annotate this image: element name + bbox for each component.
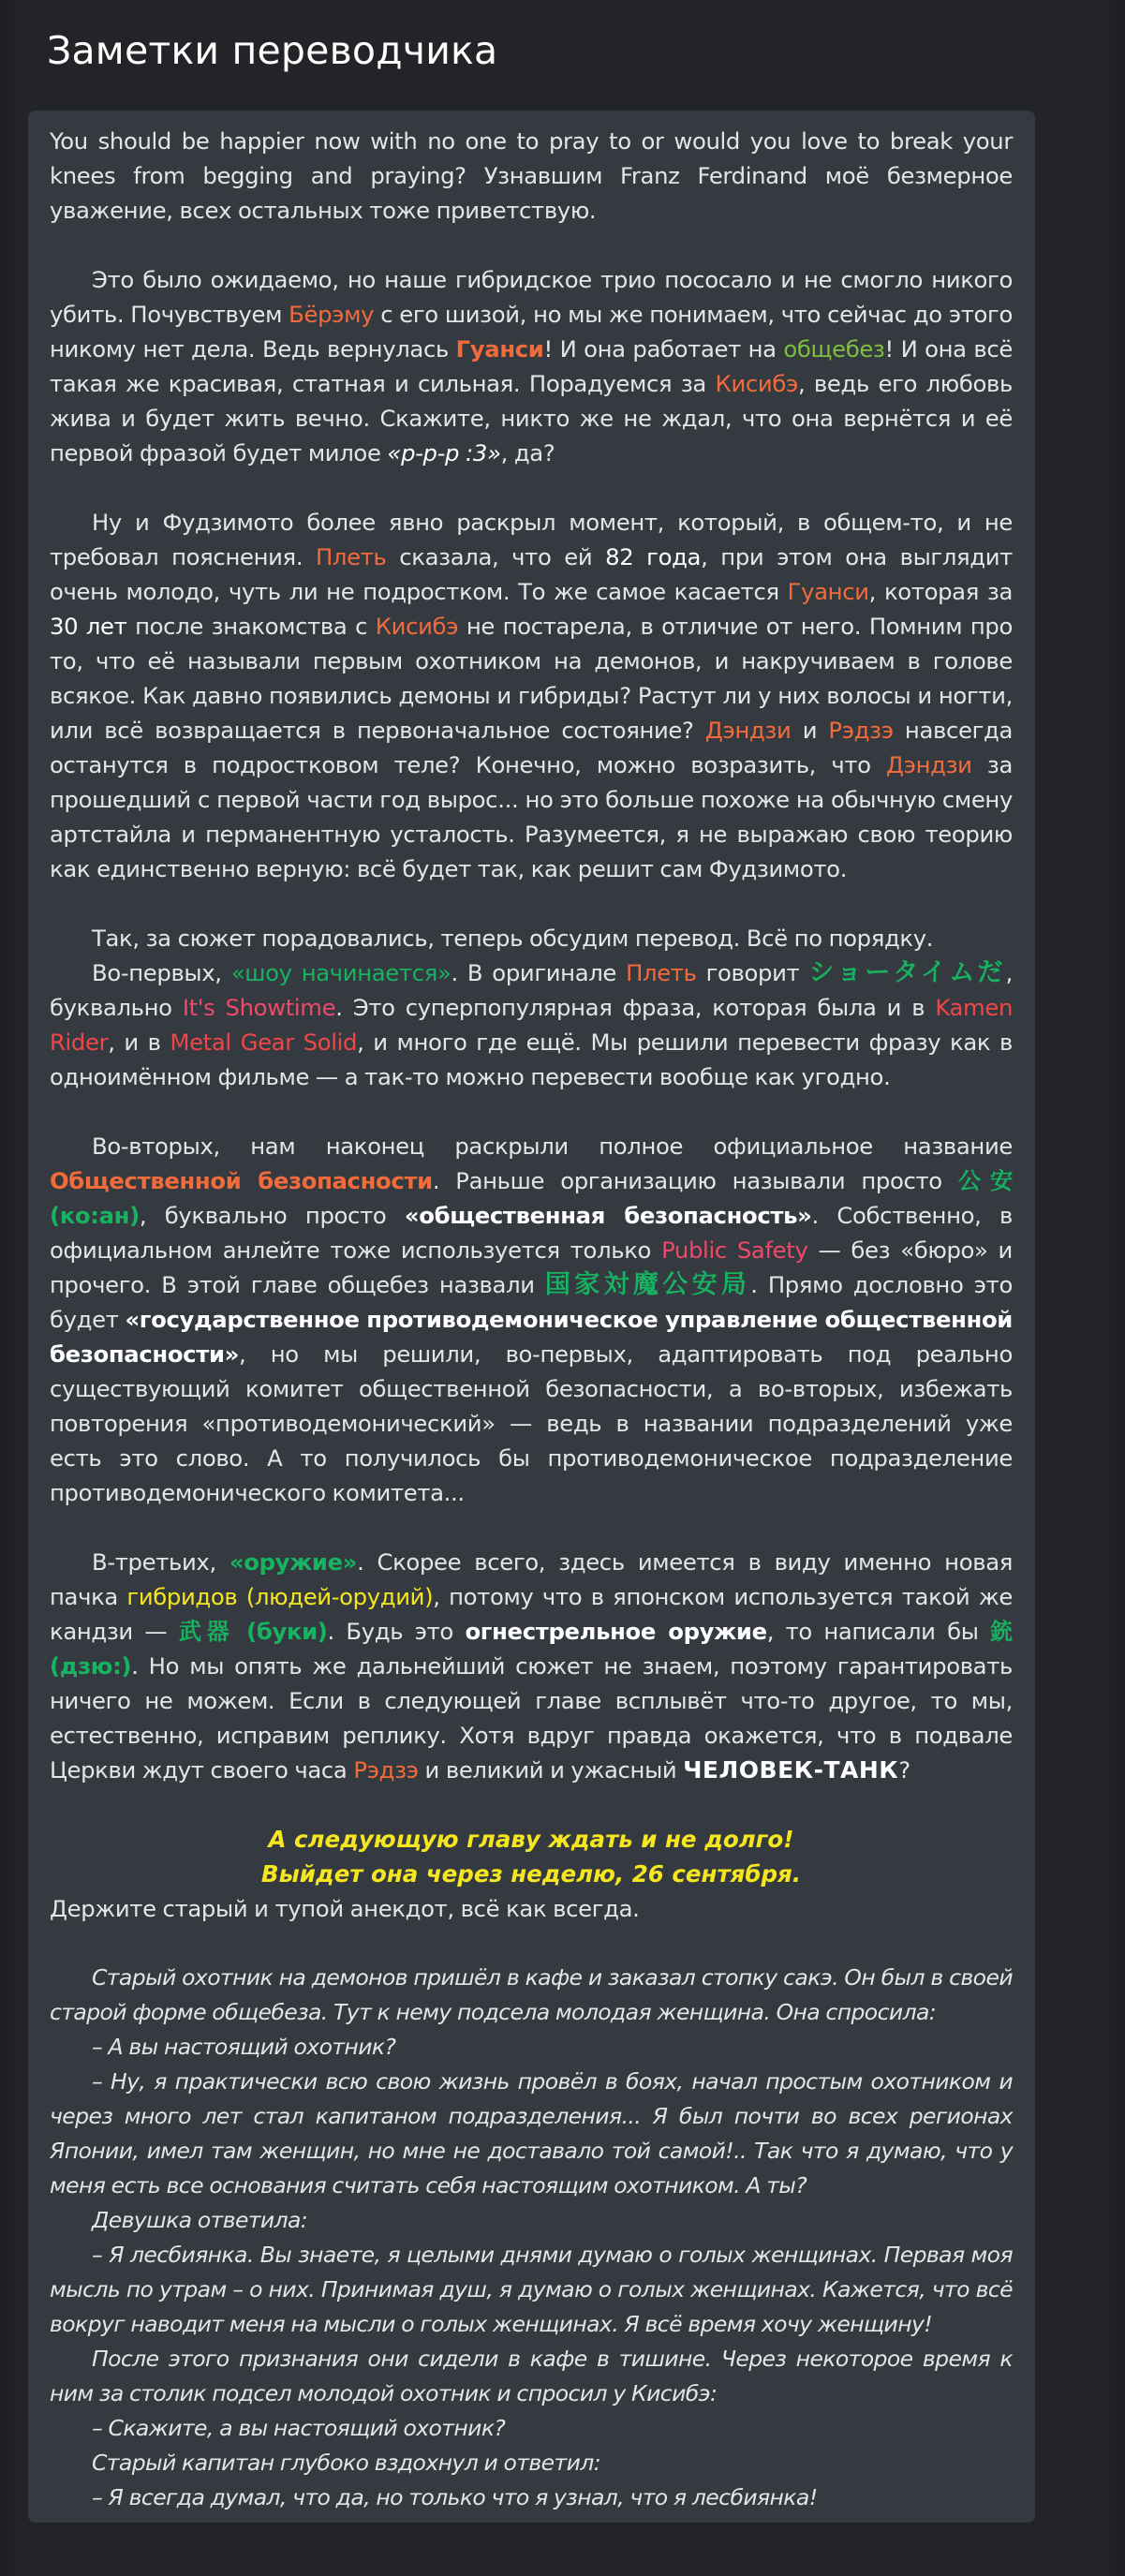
notes-card (28, 111, 1035, 2523)
paragraph-plot-reaction: Это было ожидаемо, но наше гибридское трио пососало и не смогло никого убить. Почувствуем Бёрэму с его шизой, но мы же понимаем, что сейчас до этого никому нет дела. Ведь вернулась Гуанси! И она работает на общебез! И она всё такая же красивая, статная и сильная. Порадуемся за Кисибэ, ведь его любовь жива и будет жить вечно. Скажите, никто же не ждал, что она вернётся и её первой фразой будет милое «р-р-р :3», да? (50, 266, 1013, 466)
paragraph-weapon: В-третьих, «оружие». Скорее всего, здесь имеется в виду именно новая пачка гибридов (людей-орудий), потому что в японском используется такой же кандзи — 武器 (буки). Будь это огнестрельное оружие, то написали бы 銃 (дзю:). Но мы опять же дальнейший сюжет не знаем, поэтому гарантировать ничего не можем. Если в следующей главе всплывёт что-то другое, то мы, естественно, исправим реплику. Хотя вдруг правда окажется, что в подвале Церкви ждут своего часа Рэдзэ и великий и ужасный ЧЕЛОВЕК-ТАНК? (50, 1548, 1013, 1784)
organization-name: общебез (783, 335, 885, 363)
character-name: Кисибэ (375, 613, 459, 640)
paragraph-public-safety: Во-вторых, нам наконец раскрыли полное официальное название Общественной безопасности. Раньше организацию называли просто 公安 (ко:ан), буквально просто «общественная безопасность». Собственно, в официальном анлейте тоже используется только Public Safety — без «бюро» и прочего. В этой главе общебез назвали 国家対魔公安局. Прямо дословно это будет «государственное противодемоническое управление общественной безопасности», но мы решили, во-первых, адаптировать под реально существующий комитет общественной безопасности, а во-вторых, избежать повторения «противодемонический» — ведь в названии подразделений уже есть это слово. А то получилось бы противодемоническое подразделение противодемонического комитета... (50, 1133, 1014, 1506)
character-name: Рэдзэ (353, 1756, 419, 1784)
joke-line: После этого признания они сидели в кафе в тишине. Через некоторое время к ним за столик подсел молодой охотник и спросил у Кисибэ: (50, 2346, 1013, 2406)
character-name: ЧЕЛОВЕК-ТАНК (683, 1756, 899, 1784)
character-name: Гуанси (787, 578, 869, 605)
reference-title: Metal Gear Solid (170, 1029, 358, 1056)
english-term: Public Safety (661, 1236, 808, 1264)
joke-line: – Я лесбиянка. Вы знаете, я целыми днями думаю о голых женщинах. Первая моя мысль по утрам – о них. Принимая душ, я думаю о голых женщинах. Кажется, что всё вокруг наводит меня на мысли о голых женщинах. Я всё время хочу женщину! (50, 2242, 1013, 2337)
joke-line: – Я всегда думал, что да, но только что я узнал, что я лесбиянка! (92, 2484, 818, 2510)
translation-term: «шоу начинается» (230, 959, 451, 986)
joke-block (50, 1961, 1013, 2515)
paragraph-theory: Ну и Фудзимото более явно раскрыл момент, который, в общем-то, и не требовал пояснения. Плеть сказала, что ей 82 года, при этом она выглядит очень молодо, чуть ли не подростком. То же самое касается Гуанси, которая за 30 лет после знакомства с Кисибэ не постарела, в отличие от него. Помним про то, что её называли первым охотником на демонов, и накручиваем в голове всякое. Как давно появились демоны и гибриды? Растут ли у них волосы и ногти, или всё возвращается в первоначальное состояние? Дэндзи и Рэдзэ навсегда останутся в подростковом теле? Конечно, можно возразить, что Дэндзи за прошедший с первой части год вырос... но это больше похоже на обычную смену артстайла и перманентную усталость. Разумеется, я не выражаю свою теорию как единственно верную: всё будет так, как решит сам Фудзимото. (50, 509, 1014, 882)
japanese-term: 公安 (ко:ан) (50, 1167, 1013, 1229)
character-name: Бёрэму (289, 301, 375, 328)
age-highlight: 82 года (605, 543, 702, 570)
joke-line: Старый капитан глубоко вздохнул и ответил: (92, 2450, 601, 2476)
joke-line: Старый охотник на демонов пришёл в кафе и заказал стопку сакэ. Он был в своей старой форме общебеза. Тут к нему подсела молодая женщина. Она спросила: (50, 1964, 1013, 2025)
joke-line: – Скажите, а вы настоящий охотник? (92, 2415, 506, 2441)
organization-name: Общественной безопасности (50, 1167, 433, 1194)
character-name: Рэдзэ (828, 717, 894, 744)
intro-paragraph: You should be happier now with no one to pray to or would you love to break your knees from begging and praying? Узнавшим Franz Ferdinand моё безмерное уважение, всех остальных тоже приветствую. (50, 127, 1013, 224)
character-name: Дэндзи (704, 717, 792, 744)
japanese-term: 武器 (буки) (178, 1618, 328, 1645)
paragraph-showtime: Во-первых, «шоу начинается». В оригинале Плеть говорит ショータイムだ, буквально It's Showtime. Это суперпопулярная фраза, которая была и в Kamen Rider, и в Metal Gear Solid, и много где ещё. Мы решили перевести фразу как в одноимённом фильме — а так-то можно перевести вообще как угодно. (50, 958, 1013, 1090)
joke-line: – А вы настоящий охотник? (92, 2034, 396, 2060)
highlight-term: гибридов (людей-орудий) (126, 1583, 434, 1610)
english-term: It's Showtime (182, 994, 336, 1021)
paragraph-translation-intro: Так, за сюжет порадовались, теперь обсудим перевод. Всё по порядку. (92, 925, 934, 952)
quote: «р-р-р :3» (387, 439, 501, 466)
japanese-term: 銃 (дзю:) (50, 1618, 1013, 1680)
character-name: Плеть (316, 543, 387, 570)
joke-line: – Ну, я практически всю свою жизнь провёл в боях, начал простым охотником и через много лет стал капитаном подразделения... Я был почти во всех регионах Японии, имел там женщин, но мне не доставало той самой!.. Так что я думаю, что у меня есть все основания считать себя настоящим охотником. А ты? (50, 2068, 1013, 2198)
reference-title: Kamen Rider (50, 994, 1013, 1056)
character-name: Кисибэ (715, 370, 798, 397)
literal-translation: «государственное противодемоническое управление общественной безопасности» (50, 1306, 1013, 1368)
japanese-term: ショータイムだ (808, 958, 1006, 987)
literal-translation: «общественная безопасность» (404, 1202, 812, 1229)
character-name: Гуанси (455, 335, 544, 363)
next-chapter-announcement: А следующую главу ждать и не долго! (268, 1826, 794, 1853)
character-name: Плеть (626, 959, 697, 986)
joke-intro: Держите старый и тупой анекдот, всё как всегда. (50, 1895, 640, 1922)
character-name: Дэндзи (885, 751, 972, 778)
years-highlight: 30 лет (50, 613, 127, 640)
japanese-term: 国家対魔公安局 (544, 1270, 751, 1299)
joke-line: Девушка ответила: (92, 2207, 308, 2233)
page-title: Заметки переводчика (47, 28, 498, 73)
translation-term: «оружие» (229, 1548, 358, 1576)
release-date-announcement: Выйдет она через неделю, 26 сентября. (260, 1860, 802, 1888)
highlight-term: огнестрельное оружие (465, 1618, 767, 1645)
